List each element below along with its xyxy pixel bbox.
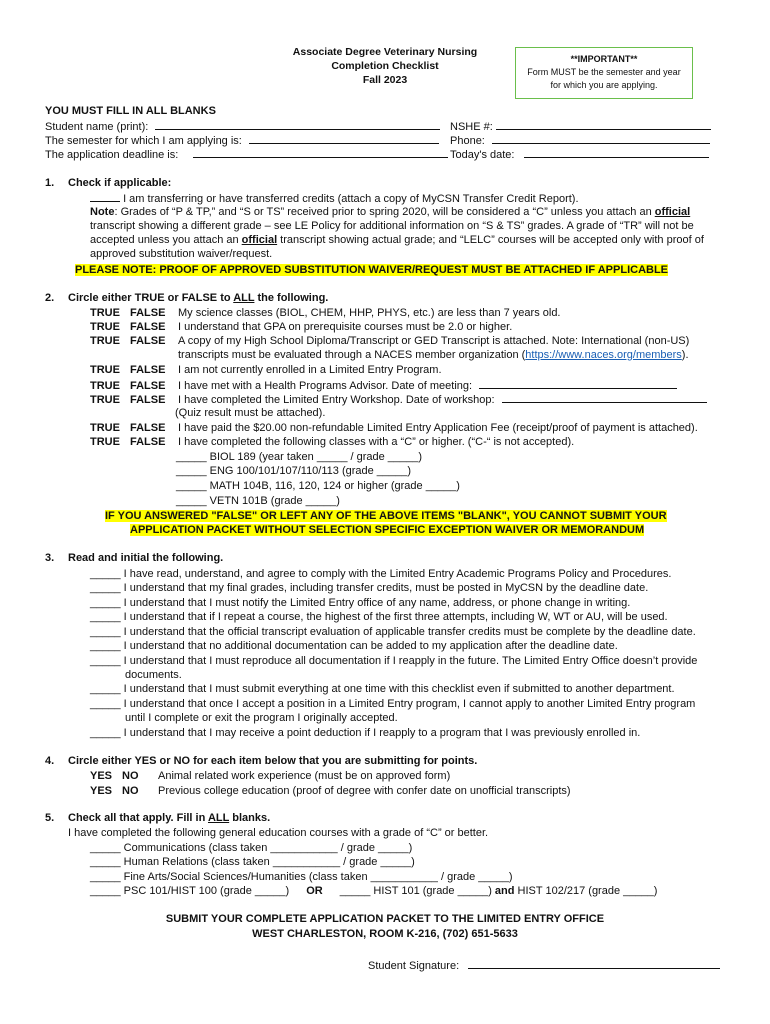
signature-row	[368, 958, 720, 973]
meeting-date-field[interactable]	[479, 378, 677, 389]
workshop-date-field[interactable]	[502, 392, 707, 403]
fill-blanks-heading: YOU MUST FILL IN ALL BLANKS	[45, 105, 216, 117]
section-3-number: 3.	[45, 552, 55, 564]
gen-ed-intro: I have completed the following general education courses with a grade of “C” or better.	[68, 827, 489, 839]
gen-ed-psc-hist	[90, 884, 657, 898]
section-2-heading	[68, 292, 328, 304]
initial-item[interactable]: _____ I understand that I must reproduce all documentation if I reapply in the future. The Limited Entry Office doesn’t provide	[90, 655, 698, 667]
note-label: Note	[90, 206, 115, 218]
phone-row	[450, 133, 710, 148]
title-line-2: Completion Checklist	[331, 60, 439, 72]
note-line	[90, 205, 690, 219]
false-option[interactable]: FALSE	[130, 394, 166, 406]
deadline-label: The application deadline is:	[45, 149, 179, 161]
phone-field[interactable]	[492, 133, 710, 144]
student-name-field[interactable]	[155, 119, 440, 130]
note-line-3	[90, 233, 704, 247]
note-text: : Grades of “P & TP,” and “S or TS” received prior to spring 2020, will be considered a “C” unless you attach an	[114, 206, 655, 218]
section-3-heading: Read and initial the following.	[68, 552, 224, 564]
student-name-label: Student name (print):	[45, 121, 149, 133]
warning-text-1: IF YOU ANSWERED "FALSE" OR LEFT ANY OF THE ABOVE ITEMS "BLANK", YOU CANNOT SUBMIT YOUR	[105, 510, 667, 522]
tf-row-2	[90, 320, 512, 334]
initial-item[interactable]: _____ I understand that no additional documentation can be added to my application after the deadline date.	[90, 640, 618, 652]
initial-item[interactable]: _____ I have read, understand, and agree to comply with the Limited Entry Academic Programs Policy and Procedures.	[90, 568, 672, 580]
yes-option[interactable]: YES	[90, 770, 113, 782]
note-line-2: transcript showing a different grade – see LE Policy for additional information on “S & TS” grades. A grade of “TR” will not be	[90, 220, 694, 232]
warning-text-2: APPLICATION PACKET WITHOUT SELECTION SPECIFIC EXCEPTION WAIVER OR MEMORANDUM	[130, 524, 645, 536]
today-label: Today's date:	[450, 149, 515, 161]
false-option[interactable]: FALSE	[130, 364, 166, 376]
naces-link[interactable]: https://www.naces.org/members	[525, 349, 682, 361]
false-option[interactable]: FALSE	[130, 321, 166, 333]
section-2-heading-a: Circle either TRUE or FALSE to	[68, 292, 234, 304]
true-option[interactable]: TRUE	[90, 307, 120, 319]
form-title	[260, 45, 510, 87]
true-option[interactable]: TRUE	[90, 436, 120, 448]
tf-row-7	[90, 421, 698, 435]
today-field[interactable]	[524, 147, 709, 158]
nshe-row	[450, 119, 711, 134]
tf-row-4	[90, 363, 442, 377]
section-4-number: 4.	[45, 755, 55, 767]
tf-row-3-cont	[178, 348, 689, 362]
transfer-credits-item	[90, 191, 579, 206]
important-box	[515, 47, 693, 99]
initial-item[interactable]: _____ I understand that I must submit everything at one time with this checklist even if submitted to another department.	[90, 683, 675, 695]
section-1-number: 1.	[45, 177, 55, 189]
section-5-heading-all: ALL	[207, 812, 230, 824]
tf-row-6	[90, 392, 707, 407]
true-option[interactable]: TRUE	[90, 380, 120, 392]
today-row	[450, 147, 709, 162]
nshe-label: NSHE #:	[450, 121, 493, 133]
section-5-heading-a: Check all that apply. Fill in	[68, 812, 208, 824]
section-5-number: 5.	[45, 812, 55, 824]
tf-text: I have met with a Health Programs Advisor. Date of meeting:	[178, 380, 473, 392]
gen-ed-human-relations[interactable]: _____ Human Relations (class taken ___________ / grade _____)	[90, 856, 415, 868]
initial-item[interactable]: _____ I understand that the official transcript evaluation of applicable transfer credits must be complete by the deadline date.	[90, 626, 696, 638]
semester-label: The semester for which I am applying is:	[45, 135, 242, 147]
false-option[interactable]: FALSE	[130, 436, 166, 448]
no-option[interactable]: NO	[122, 770, 139, 782]
semester-row	[45, 133, 439, 148]
section-5-heading-b: blanks.	[229, 812, 271, 824]
yes-no-row-1	[90, 769, 450, 783]
and-label: and	[494, 885, 515, 897]
yes-no-text: Animal related work experience (must be on approved form)	[158, 770, 451, 782]
tf-text: I have completed the Limited Entry Workshop. Date of workshop:	[178, 394, 495, 406]
tf-text: I am not currently enrolled in a Limited Entry Program.	[178, 364, 442, 376]
hist-101-option[interactable]: _____ HIST 101 (grade _____)	[339, 885, 492, 897]
tf-text-end: ).	[681, 349, 689, 361]
class-vetn[interactable]: _____ VETN 101B (grade _____)	[176, 495, 340, 507]
submit-line-2: WEST CHARLESTON, ROOM K-216, (702) 651-5633	[252, 928, 518, 940]
tf-text: I have completed the following classes with a “C” or higher. (“C-“ is not accepted).	[178, 436, 575, 448]
tf-row-5	[90, 378, 677, 393]
gen-ed-communications[interactable]: _____ Communications (class taken ___________ / grade _____)	[90, 842, 413, 854]
hist-102-option[interactable]: HIST 102/217 (grade _____)	[517, 885, 658, 897]
gen-ed-fine-arts[interactable]: _____ Fine Arts/Social Sciences/Humanities (class taken ___________ / grade _____)	[90, 871, 513, 883]
initial-item-cont: documents.	[125, 669, 182, 681]
initial-item[interactable]: _____ I understand that my final grades, including transfer credits, must be posted in MyCSN by the deadline date.	[90, 582, 649, 594]
signature-label: Student Signature:	[368, 960, 460, 972]
note-line-3a: accepted unless you attach an	[90, 234, 242, 246]
student-name-row	[45, 119, 440, 134]
title-line-3: Fall 2023	[362, 74, 408, 86]
title-line-1: Associate Degree Veterinary Nursing	[292, 46, 478, 58]
yes-no-row-2	[90, 784, 571, 798]
section-1-heading: Check if applicable:	[68, 177, 172, 189]
class-biol[interactable]: _____ BIOL 189 (year taken _____ / grade _____)	[176, 451, 423, 463]
tf-text-cont: transcripts must be evaluated through a NACES member organization (	[178, 349, 526, 361]
important-line-1: Form MUST be the semester and year	[527, 67, 681, 77]
warning-line-1	[105, 509, 667, 523]
class-math[interactable]: _____ MATH 104B, 116, 120, 124 or higher (grade _____)	[176, 480, 460, 492]
warning-line-2	[130, 523, 644, 537]
tf-row-3	[90, 334, 689, 348]
tf-row-6-cont: (Quiz result must be attached).	[175, 407, 326, 419]
initial-item[interactable]: _____ I understand that if I repeat a course, the highest of the first three attempts, including W, WT or AU, will be used.	[90, 611, 668, 623]
true-option[interactable]: TRUE	[90, 335, 120, 347]
section-2-heading-all: ALL	[233, 292, 255, 304]
semester-field[interactable]	[249, 133, 439, 144]
please-note	[75, 263, 668, 277]
yes-no-text: Previous college education (proof of degree with confer date on unofficial transcripts)	[158, 785, 571, 797]
note-line-3b: transcript showing actual grade; and “LELC” courses will be accepted only with proof of	[277, 234, 704, 246]
false-option[interactable]: FALSE	[130, 335, 166, 347]
tf-row-8	[90, 435, 574, 449]
false-option[interactable]: FALSE	[130, 380, 166, 392]
important-line-2: for which you are applying.	[550, 80, 658, 90]
deadline-field[interactable]	[193, 147, 448, 158]
class-eng[interactable]: _____ ENG 100/101/107/110/113 (grade _____)	[176, 465, 412, 477]
deadline-row	[45, 147, 448, 162]
official-word: official	[654, 206, 691, 218]
submit-line-1: SUBMIT YOUR COMPLETE APPLICATION PACKET TO THE LIMITED ENTRY OFFICE	[165, 913, 605, 925]
tf-text: My science classes (BIOL, CHEM, HHP, PHYS, etc.) are less than 7 years old.	[178, 307, 561, 319]
tf-text: I understand that GPA on prerequisite courses must be 2.0 or higher.	[178, 321, 513, 333]
yes-option[interactable]: YES	[90, 785, 113, 797]
section-2-number: 2.	[45, 292, 55, 304]
transfer-credits-check[interactable]	[90, 191, 120, 202]
note-line-4: approved substitution waiver/request.	[90, 248, 273, 260]
tf-text: I have paid the $20.00 non-refundable Limited Entry Application Fee (receipt/proof of payment is attached).	[178, 422, 698, 434]
no-option[interactable]: NO	[122, 785, 139, 797]
tf-text: A copy of my High School Diploma/Transcript or GED Transcript is attached. Note: International (non-US)	[178, 335, 690, 347]
initial-item[interactable]: _____ I understand that I must notify the Limited Entry office of any name, address, or phone change in writing.	[90, 597, 631, 609]
section-4-heading: Circle either YES or NO for each item below that you are submitting for points.	[68, 755, 478, 767]
true-option[interactable]: TRUE	[90, 422, 120, 434]
official-word-2: official	[241, 234, 278, 246]
initial-item-cont: until I complete or exit the program I originally accepted.	[125, 712, 398, 724]
initial-item[interactable]: _____ I understand that I may receive a point deduction if I reapply to a program that I was previously enrolled in.	[90, 727, 641, 739]
signature-field[interactable]	[468, 958, 720, 969]
nshe-field[interactable]	[496, 119, 711, 130]
false-option[interactable]: FALSE	[130, 422, 166, 434]
transfer-credits-text: I am transferring or have transferred credits (attach a copy of MyCSN Transfer Credit Report).	[123, 193, 579, 205]
true-option[interactable]: TRUE	[90, 394, 120, 406]
please-note-text: PLEASE NOTE: PROOF OF APPROVED SUBSTITUTION WAIVER/REQUEST MUST BE ATTACHED IF APPLICABLE	[75, 264, 669, 276]
phone-label: Phone:	[450, 135, 485, 147]
or-label: OR	[306, 885, 323, 897]
tf-row-1	[90, 306, 561, 320]
true-option[interactable]: TRUE	[90, 364, 120, 376]
important-label: **IMPORTANT**	[570, 54, 638, 64]
initial-item[interactable]: _____ I understand that once I accept a position in a Limited Entry program, I cannot apply to another Limited Entry program	[90, 698, 696, 710]
section-5-heading	[68, 812, 270, 824]
false-option[interactable]: FALSE	[130, 307, 166, 319]
psc-hist-option[interactable]: _____ PSC 101/HIST 100 (grade _____)	[90, 885, 290, 897]
section-2-heading-b: the following.	[254, 292, 329, 304]
true-option[interactable]: TRUE	[90, 321, 120, 333]
